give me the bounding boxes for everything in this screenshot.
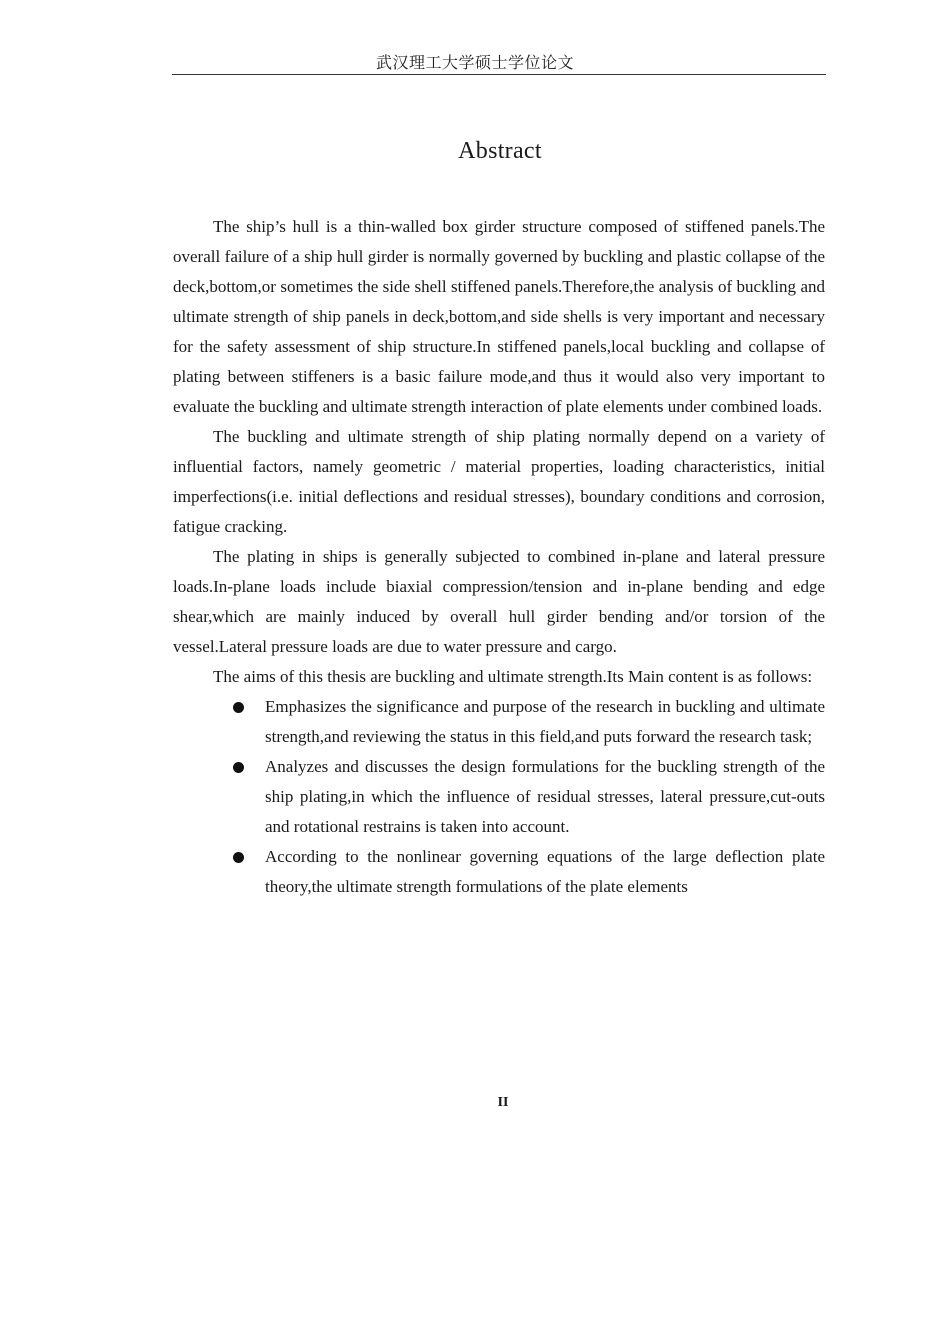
content-bullet-list (173, 692, 825, 902)
abstract-body (173, 212, 825, 902)
list-item (265, 842, 825, 902)
list-item-text: According to the nonlinear governing equations of the large deflection plate theory,the ultimate strength formulations of the plate elements (265, 847, 825, 896)
bullet-icon (233, 852, 244, 863)
abstract-title: Abstract (458, 138, 542, 164)
list-item-text: Emphasizes the significance and purpose of the research in buckling and ultimate strength,and reviewing the status in this field,and puts forward the research task; (265, 697, 825, 746)
list-item (265, 752, 825, 842)
abstract-paragraph: The buckling and ultimate strength of ship plating normally depend on a variety of influential factors, namely geometric / material properties, loading characteristics, initial imperfections(i.e. initial deflections and residual stresses), boundary conditions and corrosion, fatigue cracking. (173, 427, 825, 536)
list-item-text: Analyzes and discusses the design formulations for the buckling strength of the ship plating,in which the influence of residual stresses, lateral pressure,cut-outs and rotational restrains is taken into account. (265, 757, 825, 836)
list-item (265, 692, 825, 752)
abstract-paragraph: The aims of this thesis are buckling and ultimate strength.Its Main content is as follows: (213, 667, 813, 686)
abstract-paragraph: The plating in ships is generally subjected to combined in-plane and lateral pressure loads.In-plane loads include biaxial compression/tension and in-plane bending and edge shear,which are mainly induced by overall hull girder bending and/or torsion of the vessel.Lateral pressure loads are due to water pressure and cargo. (173, 547, 825, 656)
running-header: 武汉理工大学硕士学位论文 (375, 55, 574, 72)
abstract-paragraph: The ship’s hull is a thin-walled box girder structure composed of stiffened panels.The overall failure of a ship hull girder is normally governed by buckling and plastic collapse of the deck,bottom,or sometimes the side shell stiffened panels.Therefore,the analysis of buckling and ultimate strength of ship panels in deck,bottom,and side shells is very important and necessary for the safety assessment of ship structure.In stiffened panels,local buckling and collapse of plating between stiffeners is a basic failure mode,and thus it would also very important to evaluate the buckling and ultimate strength interaction of plate elements under combined loads. (173, 217, 825, 416)
header-rule (172, 74, 826, 75)
bullet-icon (233, 762, 244, 773)
page-number: II (497, 1095, 509, 1110)
bullet-icon (233, 702, 244, 713)
